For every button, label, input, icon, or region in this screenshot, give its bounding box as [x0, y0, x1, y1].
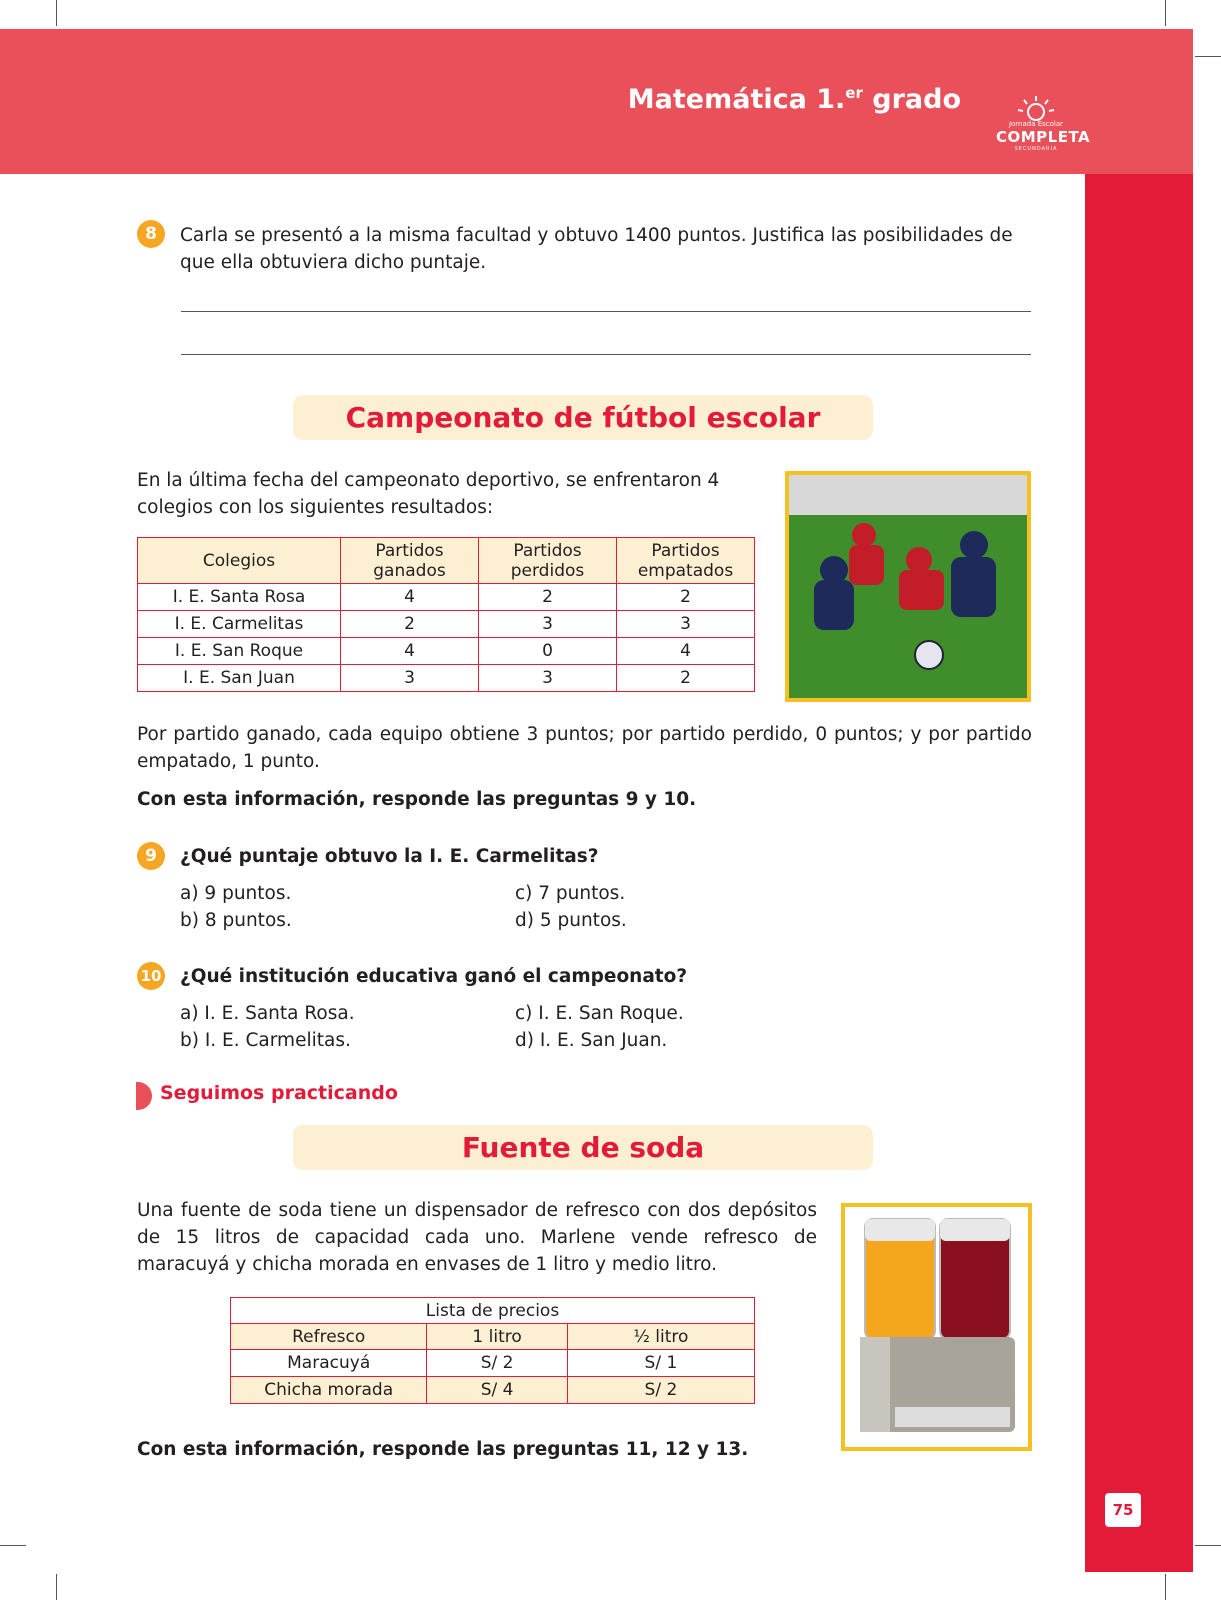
table-row: I. E. Carmelitas 2 3 3 [138, 611, 755, 638]
scoring-rule: Por partido ganado, cada equipo obtiene 3 puntos; por partido perdido, 0 puntos; y por partido empatado, 1 punto. [137, 724, 1032, 772]
jornada-escolar-completa-logo: Jornada Escolar COMPLETA SECUNDARIA [996, 94, 1076, 154]
section-title-football: Campeonato de fútbol escolar [293, 395, 873, 440]
question-number-9: 9 [137, 842, 165, 870]
football-intro: En la última fecha del campeonato deportivo, se enfrentaron 4 colegios con los siguientes resultados: [137, 470, 720, 518]
table-row: I. E. San Roque 4 0 4 [138, 638, 755, 665]
section-title-soda: Fuente de soda [293, 1125, 873, 1170]
question-number-10: 10 [137, 962, 165, 990]
table-row: Chicha morada S/ 4 S/ 2 [231, 1377, 755, 1404]
question-9-text: ¿Qué puntaje obtuvo la I. E. Carmelitas? [180, 846, 599, 867]
option-d[interactable]: d) I. E. San Juan. [515, 1030, 668, 1051]
soda-dispenser-photo [841, 1203, 1032, 1451]
football-photo [785, 471, 1031, 702]
table-header: ½ litro [567, 1324, 754, 1350]
answer-line[interactable] [181, 354, 1031, 355]
option-a[interactable]: a) 9 puntos. [180, 883, 292, 904]
table-caption: Lista de precios [231, 1298, 755, 1324]
question-10-text: ¿Qué institución educativa ganó el campeonato? [180, 966, 688, 987]
option-a[interactable]: a) I. E. Santa Rosa. [180, 1003, 355, 1024]
table-header: Colegios [138, 538, 341, 584]
table-row: Maracuyá S/ 2 S/ 1 [231, 1350, 755, 1377]
table-header: Partidos perdidos [479, 538, 617, 584]
price-table [230, 1297, 755, 1404]
page-number: 75 [1105, 1493, 1141, 1527]
table-header: Partidos ganados [341, 538, 479, 584]
header-title: Matemática 1.$^{er}$ grado [627, 84, 961, 115]
section-label: Seguimos practicando [160, 1082, 398, 1104]
option-d[interactable]: d) 5 puntos. [515, 910, 627, 931]
instruction-11-13: Con esta información, responde las preguntas 11, 12 y 13. [137, 1439, 749, 1460]
option-b[interactable]: b) I. E. Carmelitas. [180, 1030, 351, 1051]
table-row: I. E. San Juan 3 3 2 [138, 665, 755, 692]
option-c[interactable]: c) I. E. San Roque. [515, 1003, 684, 1024]
soda-intro: Una fuente de soda tiene un dispensador de refresco con dos depósitos de 15 litros de capacidad cada uno. Marlene vende refresco de maracuyá y chicha morada en envases de 1 litro y medio litro. [137, 1200, 817, 1275]
instruction-9-10: Con esta información, responde las preguntas 9 y 10. [137, 789, 697, 810]
answer-line[interactable] [181, 311, 1031, 312]
table-header: Refresco [231, 1324, 427, 1350]
question-number-8: 8 [137, 220, 165, 248]
table-header: 1 litro [427, 1324, 567, 1350]
table-header: Partidos empatados [617, 538, 755, 584]
question-8-text: Carla se presentó a la misma facultad y obtuvo 1400 puntos. Justifica las posibilidades de que ella obtuviera dicho puntaje. [180, 225, 1013, 273]
results-table [137, 537, 755, 692]
option-b[interactable]: b) 8 puntos. [180, 910, 292, 931]
option-c[interactable]: c) 7 puntos. [515, 883, 626, 904]
section-marker-icon [136, 1082, 152, 1110]
side-band [1085, 174, 1193, 1572]
table-row: I. E. Santa Rosa 4 2 2 [138, 584, 755, 611]
